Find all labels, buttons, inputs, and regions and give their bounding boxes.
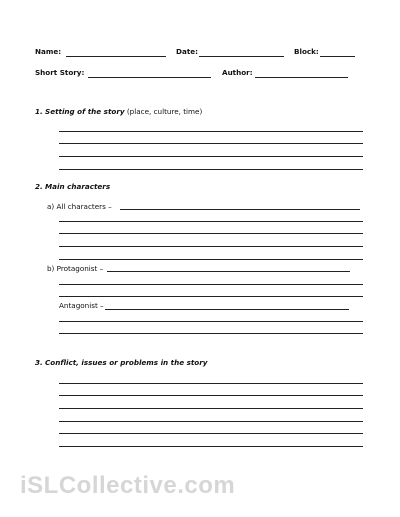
date-field-line[interactable] xyxy=(199,56,284,57)
block-label: Block: xyxy=(294,47,319,56)
writing-line[interactable] xyxy=(59,408,363,409)
writing-line[interactable] xyxy=(59,156,363,157)
short-story-label: Short Story: xyxy=(35,68,85,77)
writing-line[interactable] xyxy=(59,321,363,322)
writing-line[interactable] xyxy=(59,421,363,422)
section-3-heading xyxy=(35,358,207,367)
author-label: Author: xyxy=(222,68,253,77)
writing-line[interactable] xyxy=(59,296,363,297)
section-1-note: (place, culture, time) xyxy=(126,107,203,116)
writing-line[interactable] xyxy=(59,233,363,234)
writing-line[interactable] xyxy=(59,221,363,222)
section-3-number: 3. xyxy=(35,358,43,367)
protagonist-label: b) Protagonist – xyxy=(47,264,104,273)
author-field-line[interactable] xyxy=(255,77,348,78)
section-1-title: Setting of the story xyxy=(45,107,125,116)
section-1-heading xyxy=(35,107,202,116)
writing-line[interactable] xyxy=(59,259,363,260)
date-label: Date: xyxy=(176,47,199,56)
all-characters-label: a) All characters – xyxy=(47,202,112,211)
writing-line[interactable] xyxy=(59,246,363,247)
section-1-number: 1. xyxy=(35,107,43,116)
section-2-title: Main characters xyxy=(45,182,111,191)
writing-line[interactable] xyxy=(59,131,363,132)
protagonist-field-line[interactable] xyxy=(107,271,350,272)
site-watermark: iSLCollective.com xyxy=(20,472,236,499)
all-characters-field-line[interactable] xyxy=(120,209,360,210)
block-field-line[interactable] xyxy=(320,56,355,57)
writing-line[interactable] xyxy=(59,169,363,170)
writing-line[interactable] xyxy=(59,446,363,447)
writing-line[interactable] xyxy=(59,143,363,144)
name-field-line[interactable] xyxy=(66,56,166,57)
writing-line[interactable] xyxy=(59,395,363,396)
section-2-number: 2. xyxy=(35,182,43,191)
writing-line[interactable] xyxy=(59,333,363,334)
antagonist-label: Antagonist – xyxy=(59,301,104,310)
section-2-heading xyxy=(35,182,110,191)
writing-line[interactable] xyxy=(59,383,363,384)
short-story-field-line[interactable] xyxy=(88,77,211,78)
name-label: Name: xyxy=(35,47,62,56)
writing-line[interactable] xyxy=(59,433,363,434)
writing-line[interactable] xyxy=(59,284,363,285)
antagonist-field-line[interactable] xyxy=(105,309,349,310)
section-3-title: Conflict, issues or problems in the story xyxy=(45,358,208,367)
